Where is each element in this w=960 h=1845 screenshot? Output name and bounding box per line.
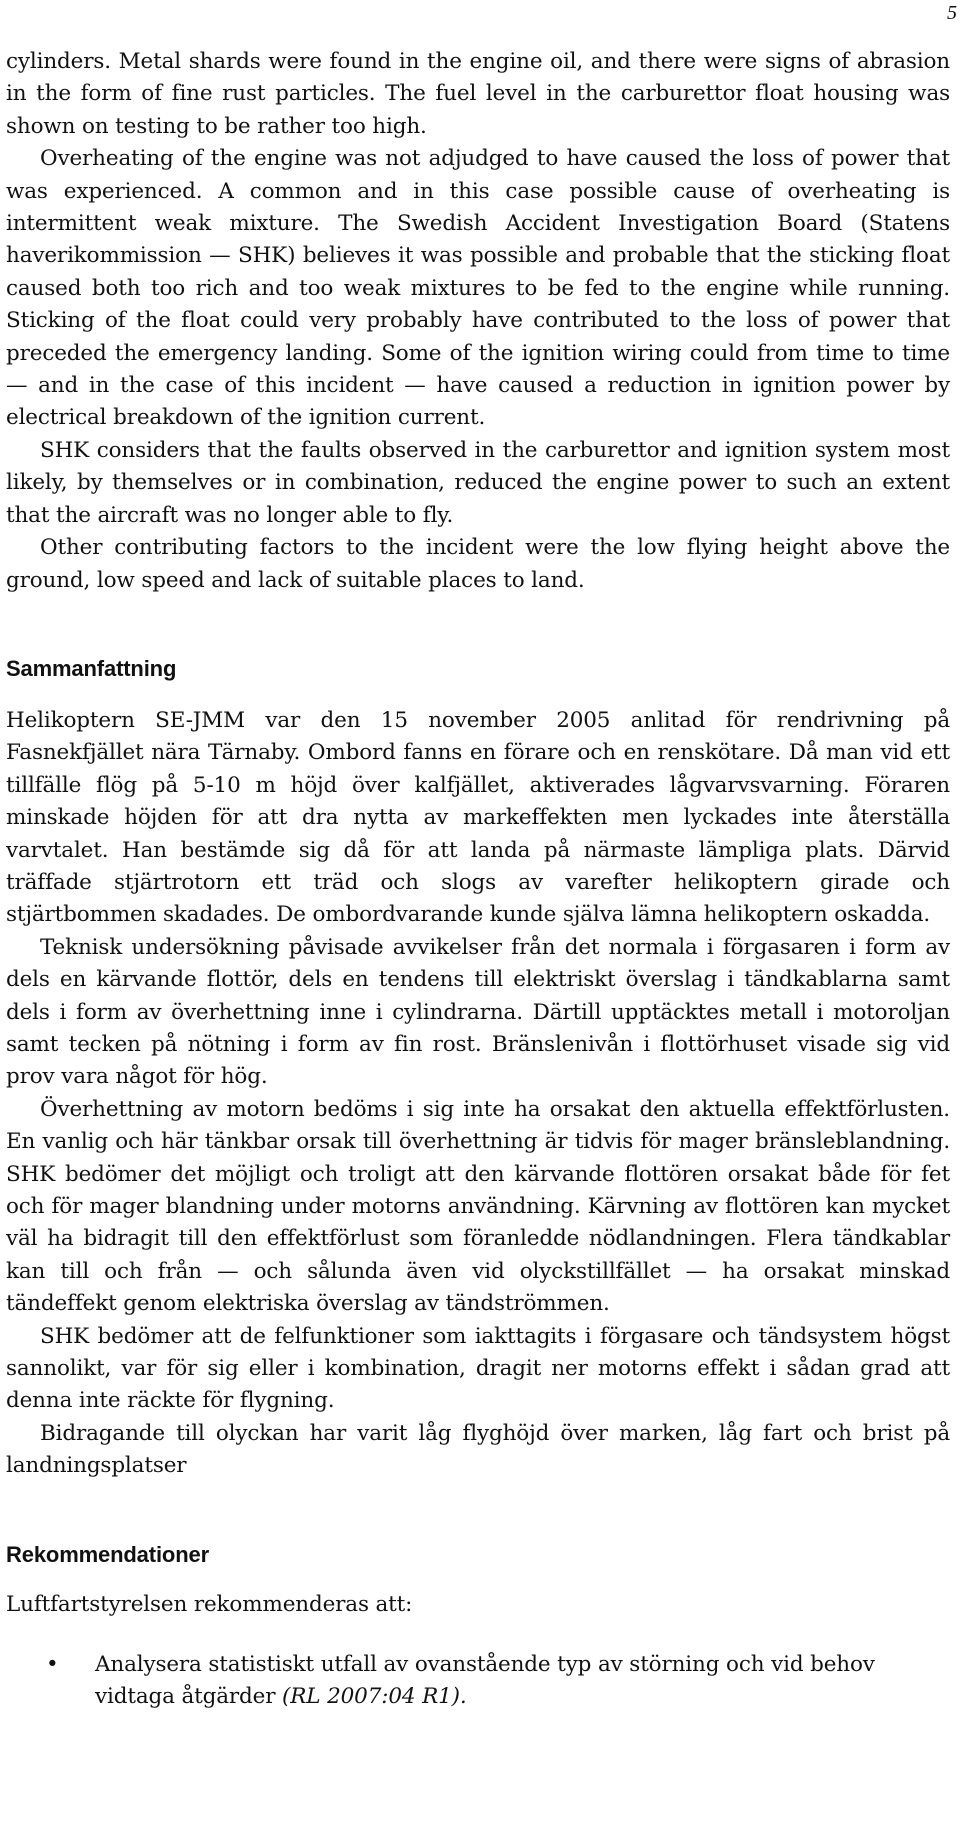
- section-heading-sammanfattning: Sammanfattning: [6, 655, 177, 681]
- sammanfattning-paragraph-4: SHK bedömer att de felfunktioner som iakttagits i förgasare och tändsystem högst sannolikt, var för sig eller i kombination, dragit ner motorns effekt i sådan grad att denna inte räckte för flygning.: [6, 1323, 950, 1414]
- page-content: [6, 46, 950, 1714]
- recommendation-reference: (RL 2007:04 R1).: [282, 1684, 467, 1710]
- recommendation-intro: Luftfartstyrelsen rekommenderas att:: [6, 1591, 413, 1617]
- recommendation-list: [6, 1649, 950, 1714]
- page-number: 5: [947, 2, 957, 24]
- english-paragraph-4: Other contributing factors to the incident were the low flying height above the ground, low speed and lack of suitable places to land.: [6, 535, 950, 593]
- english-paragraph-2: Overheating of the engine was not adjudged to have caused the loss of power that was experienced. A common and in this case possible cause of overheating is intermittent weak mixture. The Swedish Accident Investigation Board (Statens haverikommission — SHK) believes it was possible and probable that the sticking float caused both too rich and too weak mixtures to be fed to the engine while running. Sticking of the float could very probably have contributed to the loss of power that preceded the emergency landing. Some of the ignition wiring could from time to time — and in the case of this incident — have caused a reduction in ignition power by electrical breakdown of the ignition current.: [6, 146, 950, 431]
- bullet-icon: •: [46, 1652, 59, 1678]
- sammanfattning-paragraph-5: Bidragande till olyckan har varit låg flyghöjd över marken, låg fart och brist på landningsplatser: [6, 1420, 950, 1479]
- sammanfattning-paragraph-1: Helikoptern SE-JMM var den 15 november 2005 anlitad för rendrivning på Fasnekfjället nära Tärnaby. Ombord fanns en förare och en renskötare. Då man vid ett tillfälle flög på 5-10 m höjd över kalfjället, aktiverades lågvarvsvarning. Föraren minskade höjden för att dra nytta av markeffekten men lyckades inte återställa varvtalet. Han bestämde sig då för att landa på närmaste lämpliga plats. Därvid träffade stjärtrotorn ett träd och slogs av varefter helikoptern girade och stjärtbommen skadades. De ombordvarande kunde själva lämna helikoptern oskadda.: [6, 707, 950, 928]
- english-paragraph-1: cylinders. Metal shards were found in the engine oil, and there were signs of abrasion in the form of fine rust particles. The fuel level in the carburettor float housing was shown on testing to be rather too high.: [6, 49, 950, 139]
- english-paragraph-3: SHK considers that the faults observed in the carburettor and ignition system most likely, by themselves or in combination, reduced the engine power to such an extent that the aircraft was no longer able to fly.: [6, 437, 950, 528]
- sammanfattning-paragraph-3: Överhettning av motorn bedöms i sig inte ha orsakat den aktuella effektförlusten. En vanlig och här tänkbar orsak till överhettning är tidvis för mager bränsleblandning. SHK bedömer det möjligt och troligt att den kärvande flottören orsakat både för fet och för mager blandning under motorns användning. Kärvning av flottören kan mycket väl ha bidragit till den effektförlust som föranledde nödlandningen. Flera tändkablar kan till och från — och sålunda även vid olyckstillfället — ha orsakat minskad tändeffekt genom elektriska överslag av tändströmmen.: [6, 1096, 950, 1317]
- sammanfattning-paragraph-2: Teknisk undersökning påvisade avvikelser från det normala i förgasaren i form av dels en kärvande flottör, dels en tendens till elektriskt överslag i tändkablarna samt dels i form av överhettning inne i cylindrarna. Därtill upptäcktes metall i motoroljan samt tecken på nötning i form av fin rost. Bränslenivån i flottörhuset visade sig vid prov vara något för hög.: [6, 934, 950, 1090]
- section-heading-rekommendationer: Rekommendationer: [6, 1541, 209, 1567]
- recommendation-item: [6, 1649, 950, 1714]
- recommendation-text: Analysera statistiskt utfall av ovanstående typ av störning och vid behov vidtaga åtgärder: [95, 1652, 875, 1710]
